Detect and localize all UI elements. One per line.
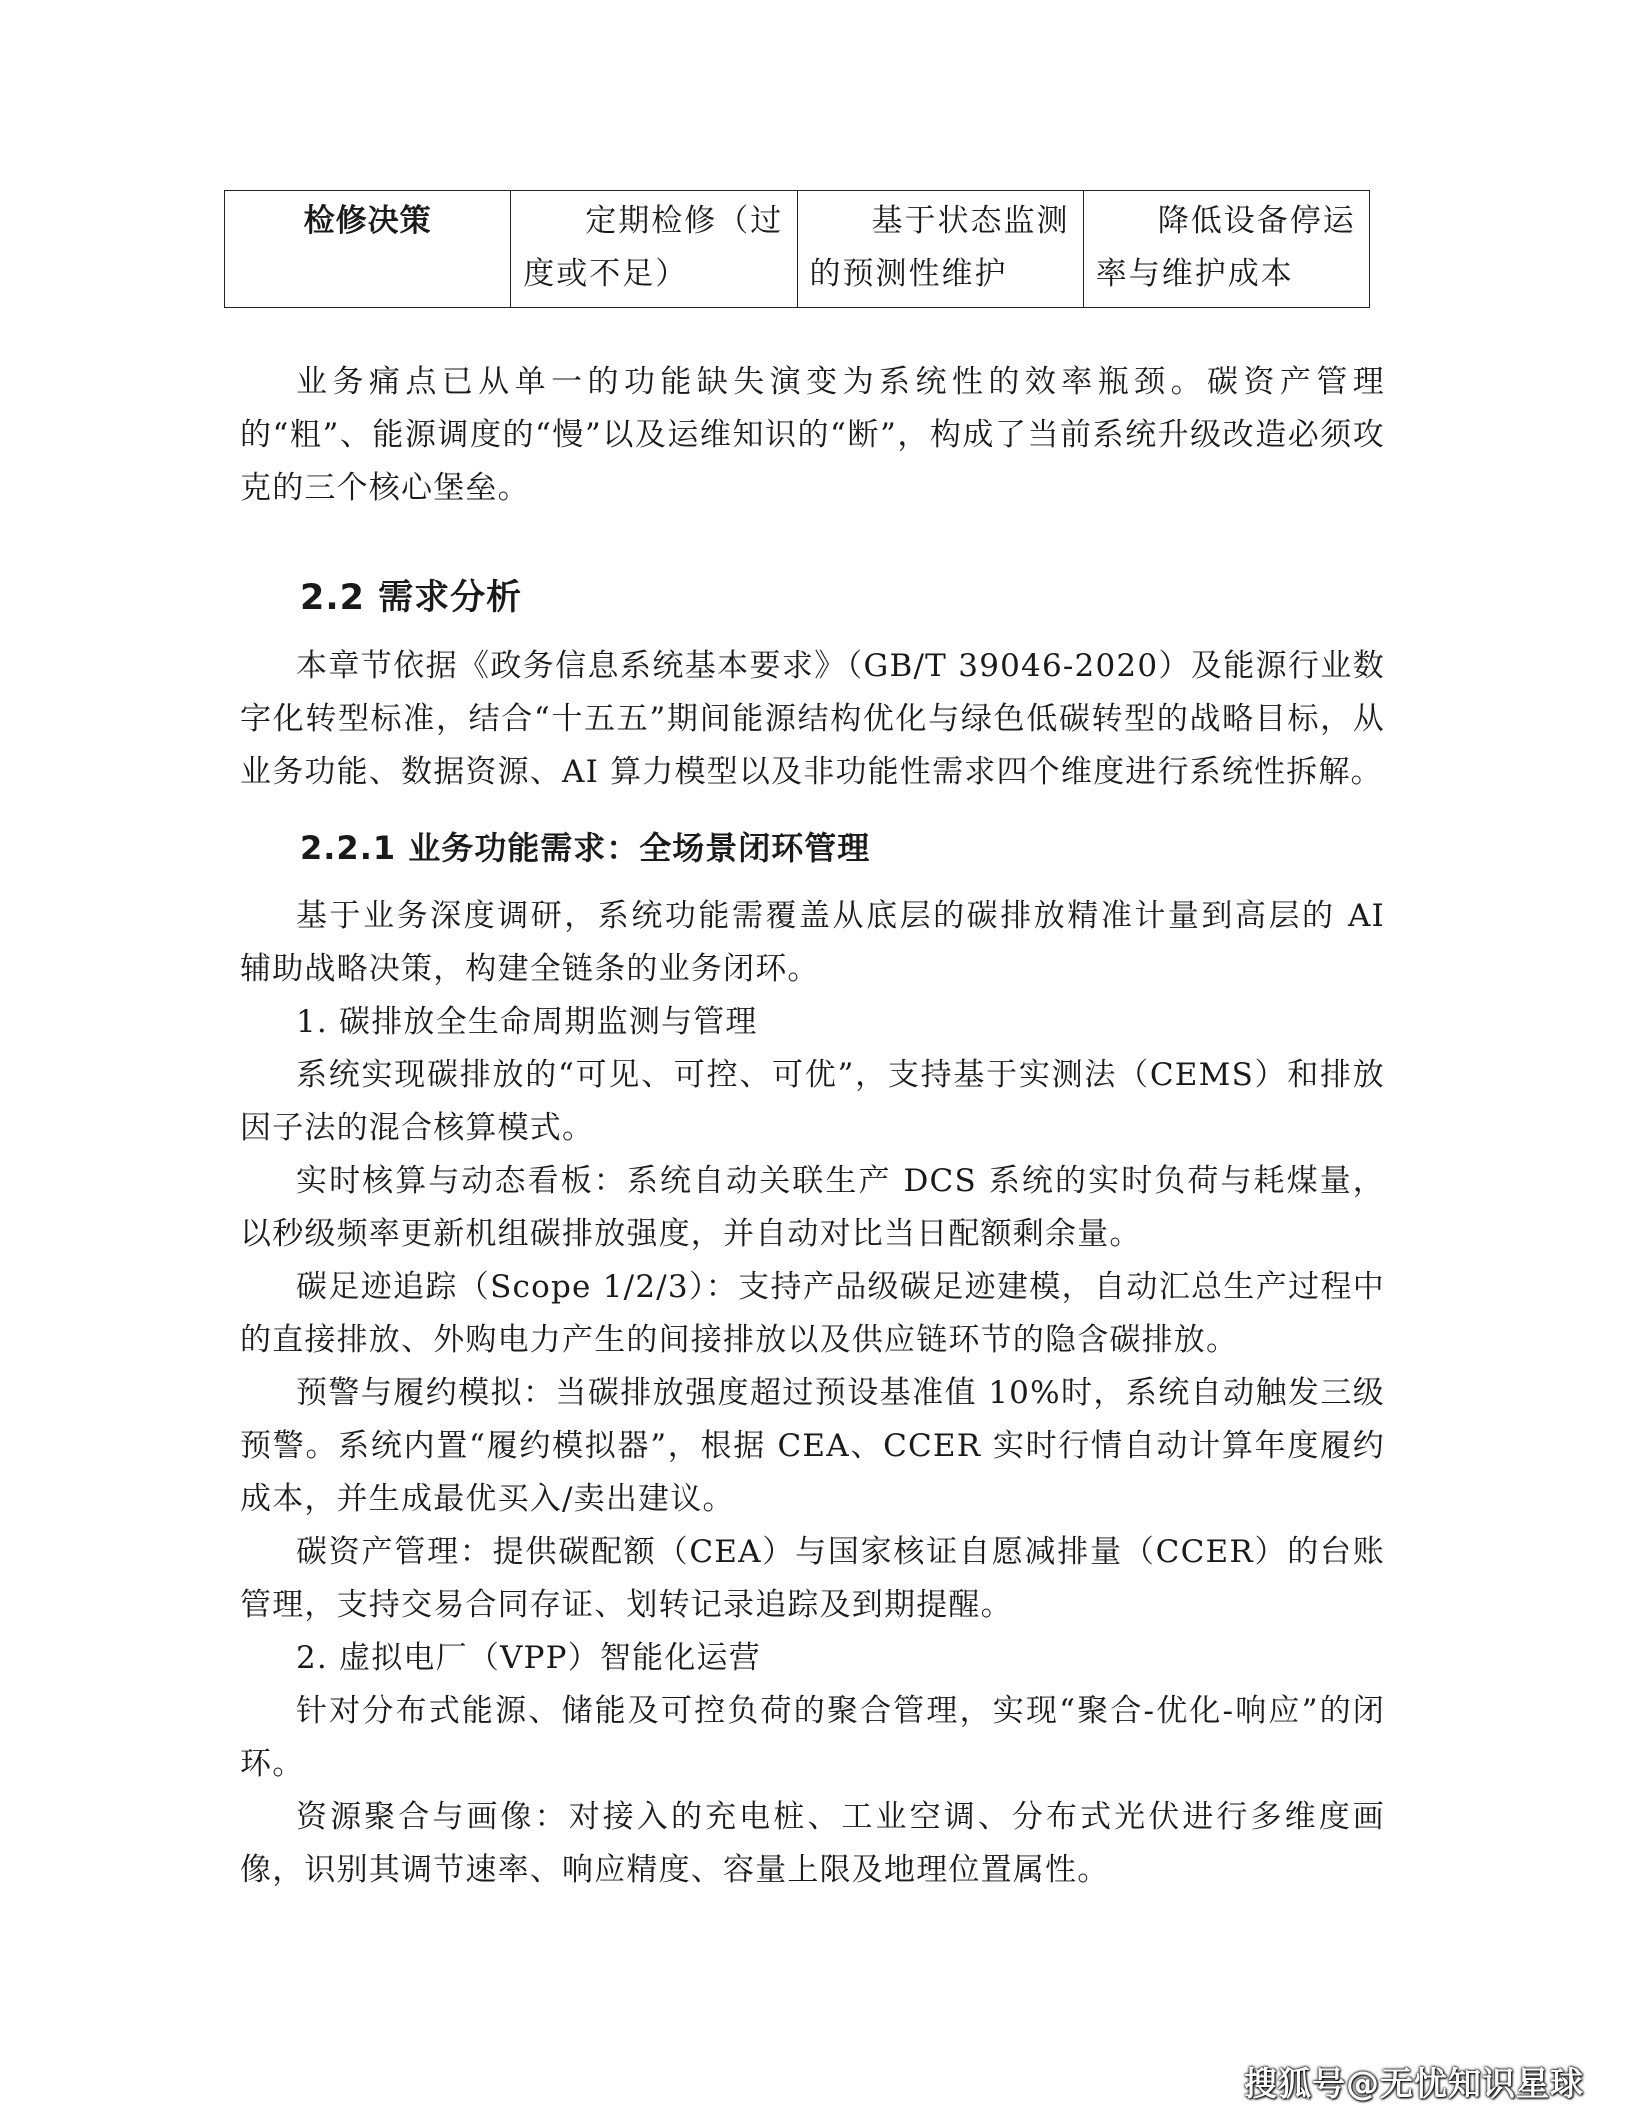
list-item-vpp: 2. 虚拟电厂（VPP）智能化运营 — [296, 1640, 761, 1676]
paragraph-vpp-aggregation: 针对分布式能源、储能及可控负荷的聚合管理，实现“聚合-优化-响应”的闭环。 — [240, 1693, 1385, 1782]
maintenance-comparison-table — [224, 190, 1370, 308]
paragraph-carbon-asset: 碳资产管理：提供碳配额（CEA）与国家核证自愿减排量（CCER）的台账管理，支持交易合同存证、划转记录追踪及到期提醒。 — [240, 1534, 1385, 1623]
paragraph-requirements-intro: 本章节依据《政务信息系统基本要求》（GB/T 39046-2020）及能源行业数字化转型标准，结合“十五五”期间能源结构优化与绿色低碳转型的战略目标，从业务功能、数据资源、AI 算力模型以及非功能性需求四个维度进行系统性拆解。 — [240, 648, 1385, 790]
paragraph-carbon-footprint: 碳足迹追踪（Scope 1/2/3）：支持产品级碳足迹建模，自动汇总生产过程中的直接排放、外购电力产生的间接排放以及供应链环节的隐含碳排放。 — [240, 1269, 1385, 1358]
table-row — [225, 191, 1370, 308]
table-cell: 定期检修（过度或不足） — [511, 191, 797, 308]
table-row-label: 检修决策 — [225, 191, 511, 308]
table-cell: 基于状态监测的预测性维护 — [797, 191, 1083, 308]
paragraph-warning-compliance: 预警与履约模拟：当碳排放强度超过预设基准值 10%时，系统自动触发三级预警。系统内置“履约模拟器”，根据 CEA、CCER 实时行情自动计算年度履约成本，并生成最优买入/卖出建议。 — [240, 1375, 1385, 1517]
paragraph-carbon-visibility: 系统实现碳排放的“可见、可控、可优”，支持基于实测法（CEMS）和排放因子法的混合核算模式。 — [240, 1057, 1385, 1146]
list-item-carbon-monitoring: 1. 碳排放全生命周期监测与管理 — [296, 1004, 758, 1040]
watermark-text: 搜狐号@无忧知识星球 — [1244, 2064, 1584, 2103]
paragraph-function-overview: 基于业务深度调研，系统功能需覆盖从底层的碳排放精准计量到高层的 AI 辅助战略决策，构建全链条的业务闭环。 — [240, 898, 1385, 987]
table-cell: 降低设备停运率与维护成本 — [1083, 191, 1369, 308]
paragraph-realtime-accounting: 实时核算与动态看板：系统自动关联生产 DCS 系统的实时负荷与耗煤量，以秒级频率更新机组碳排放强度，并自动对比当日配额剩余量。 — [240, 1163, 1385, 1252]
section-heading-2-2-1: 2.2.1 业务功能需求：全场景闭环管理 — [300, 829, 871, 867]
paragraph-resource-profiling: 资源聚合与画像：对接入的充电桩、工业空调、分布式光伏进行多维度画像，识别其调节速率、响应精度、容量上限及地理位置属性。 — [240, 1799, 1385, 1888]
section-heading-2-2: 2.2 需求分析 — [300, 578, 523, 618]
paragraph-pain-points: 业务痛点已从单一的功能缺失演变为系统性的效率瓶颈。碳资产管理的“粗”、能源调度的“慢”以及运维知识的“断”，构成了当前系统升级改造必须攻克的三个核心堡垒。 — [240, 364, 1385, 506]
